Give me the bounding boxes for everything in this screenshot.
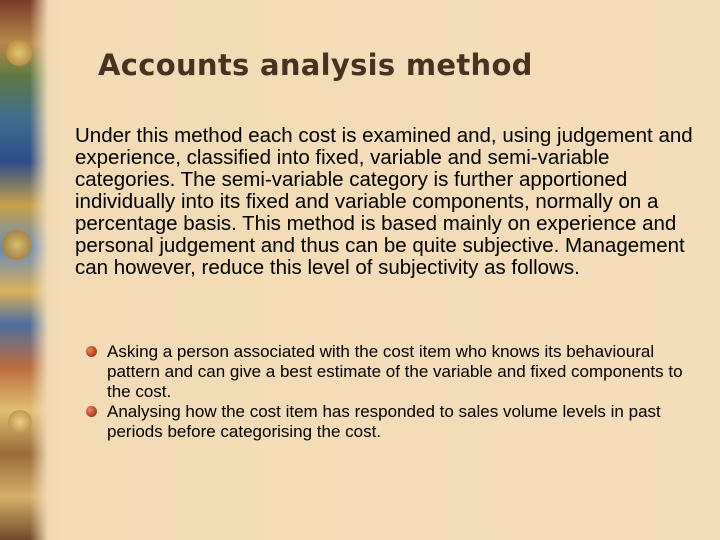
coin-decoration	[8, 410, 32, 434]
bullet-item	[86, 402, 686, 442]
round-bullet-icon	[86, 406, 97, 417]
slide-title: Accounts analysis method	[98, 48, 533, 82]
currency-decoration-strip	[0, 0, 48, 540]
bullet-text: Asking a person associated with the cost item who knows its behavioural pattern and can give a best estimate of the variable and fixed components to the cost.	[107, 342, 683, 401]
coin-decoration	[6, 40, 32, 66]
bullet-list	[86, 342, 686, 442]
bullet-text: Analysing how the cost item has responded to sales volume levels in past periods before categorising the cost.	[107, 402, 661, 441]
bullet-item	[86, 342, 686, 402]
body-paragraph: Under this method each cost is examined and, using judgement and experience, classified into fixed, variable and semi-variable categories. The semi-variable category is further apportioned individually into its fixed and variable components, normally on a percentage basis. This method is based mainly on experience and personal judgement and thus can be quite subjective. Management can however, reduce this level of subjectivity as follows.	[75, 124, 693, 279]
coin-decoration	[2, 230, 32, 260]
round-bullet-icon	[86, 346, 97, 357]
